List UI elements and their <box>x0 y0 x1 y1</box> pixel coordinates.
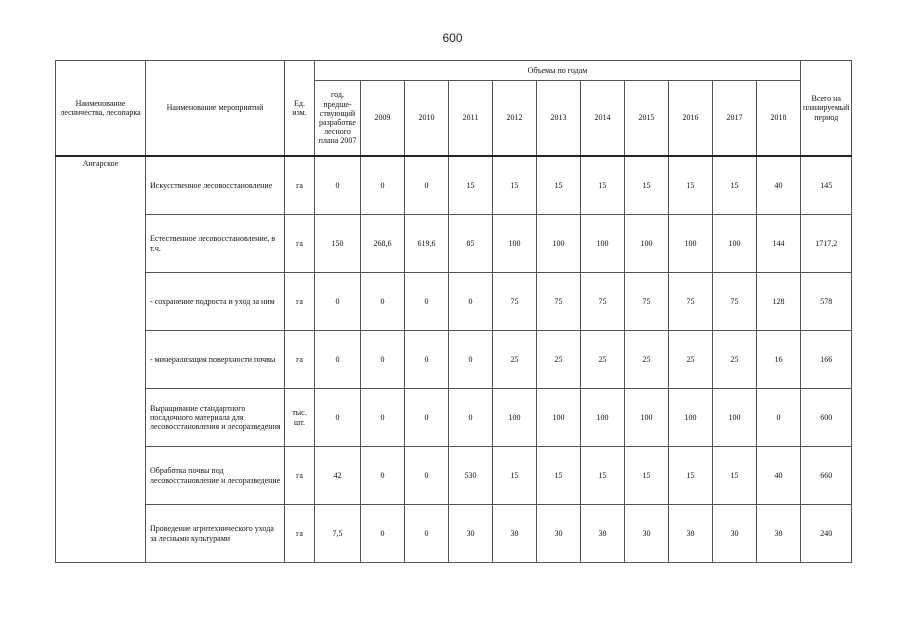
value-cell: 100 <box>581 215 625 273</box>
unit-cell: га <box>285 505 315 563</box>
value-cell: 100 <box>581 389 625 447</box>
value-cell: 100 <box>625 215 669 273</box>
value-cell: 0 <box>361 156 405 215</box>
value-cell: 15 <box>449 156 493 215</box>
value-cell: 619,6 <box>405 215 449 273</box>
value-cell: 530 <box>449 447 493 505</box>
value-cell: 15 <box>493 156 537 215</box>
value-cell: 128 <box>757 273 801 331</box>
value-cell: 0 <box>405 505 449 563</box>
value-cell: 75 <box>537 273 581 331</box>
value-cell: 0 <box>405 156 449 215</box>
activity-name: - сохранение подроста и уход за ним <box>146 273 285 331</box>
header-forestry: Наименование лесничества, лесопарка <box>56 61 146 157</box>
table-row <box>56 156 852 215</box>
activity-name: Обработка почвы под лесовосстановление и лесоразведение <box>146 447 285 505</box>
value-cell: 0 <box>405 447 449 505</box>
page-number: 600 <box>442 31 463 45</box>
value-cell: 100 <box>537 215 581 273</box>
forestry-name: Ангарское <box>56 156 146 563</box>
total-cell: 240 <box>801 505 852 563</box>
unit-cell: га <box>285 331 315 389</box>
value-cell: 0 <box>405 273 449 331</box>
value-cell: 75 <box>625 273 669 331</box>
unit-cell: га <box>285 273 315 331</box>
header-year: 2017 <box>713 81 757 157</box>
unit-cell: тыс. шт. <box>285 389 315 447</box>
value-cell: 30 <box>757 505 801 563</box>
value-cell: 30 <box>713 505 757 563</box>
activity-name: - минерализация поверхности почвы <box>146 331 285 389</box>
total-cell: 660 <box>801 447 852 505</box>
value-cell: 15 <box>581 447 625 505</box>
table-row <box>56 447 852 505</box>
header-year: 2014 <box>581 81 625 157</box>
value-cell: 15 <box>581 156 625 215</box>
value-cell: 15 <box>713 156 757 215</box>
total-cell: 145 <box>801 156 852 215</box>
value-cell: 15 <box>625 156 669 215</box>
header-year: 2015 <box>625 81 669 157</box>
total-cell: 578 <box>801 273 852 331</box>
value-cell: 25 <box>625 331 669 389</box>
value-cell: 25 <box>581 331 625 389</box>
total-cell: 166 <box>801 331 852 389</box>
value-cell: 100 <box>669 215 713 273</box>
value-cell: 30 <box>581 505 625 563</box>
header-unit: Ед. изм. <box>285 61 315 157</box>
value-cell: 0 <box>757 389 801 447</box>
value-cell: 0 <box>361 389 405 447</box>
value-cell: 30 <box>537 505 581 563</box>
value-cell: 15 <box>669 156 713 215</box>
value-cell: 25 <box>713 331 757 389</box>
value-cell: 15 <box>669 447 713 505</box>
value-cell: 0 <box>405 331 449 389</box>
value-cell: 75 <box>669 273 713 331</box>
value-cell: 75 <box>581 273 625 331</box>
value-cell: 15 <box>625 447 669 505</box>
table-row <box>56 505 852 563</box>
value-cell: 0 <box>361 505 405 563</box>
value-cell: 30 <box>669 505 713 563</box>
value-cell: 15 <box>537 447 581 505</box>
activity-name: Проведение агротехнического ухода за лесными культурами <box>146 505 285 563</box>
value-cell: 0 <box>315 331 361 389</box>
value-cell: 30 <box>493 505 537 563</box>
value-cell: 100 <box>713 389 757 447</box>
table-row <box>56 389 852 447</box>
value-cell: 0 <box>449 273 493 331</box>
header-year: 2010 <box>405 81 449 157</box>
forest-plan-table <box>55 60 852 563</box>
header-year: 2009 <box>361 81 405 157</box>
value-cell: 268,6 <box>361 215 405 273</box>
header-volumes-by-year: Объемы по годам <box>315 61 801 81</box>
value-cell: 0 <box>315 389 361 447</box>
value-cell: 40 <box>757 447 801 505</box>
value-cell: 0 <box>361 447 405 505</box>
value-cell: 40 <box>757 156 801 215</box>
value-cell: 0 <box>361 273 405 331</box>
value-cell: 0 <box>405 389 449 447</box>
table-row <box>56 215 852 273</box>
value-cell: 15 <box>493 447 537 505</box>
value-cell: 0 <box>361 331 405 389</box>
value-cell: 42 <box>315 447 361 505</box>
value-cell: 30 <box>449 505 493 563</box>
table-row <box>56 331 852 389</box>
total-cell: 600 <box>801 389 852 447</box>
header-year: 2018 <box>757 81 801 157</box>
value-cell: 25 <box>493 331 537 389</box>
unit-cell: га <box>285 447 315 505</box>
header-year: 2013 <box>537 81 581 157</box>
value-cell: 100 <box>625 389 669 447</box>
value-cell: 25 <box>537 331 581 389</box>
value-cell: 15 <box>713 447 757 505</box>
table-body <box>56 156 852 563</box>
value-cell: 7,5 <box>315 505 361 563</box>
unit-cell: га <box>285 215 315 273</box>
value-cell: 100 <box>713 215 757 273</box>
header-year: 2011 <box>449 81 493 157</box>
header-year: 2012 <box>493 81 537 157</box>
value-cell: 0 <box>449 389 493 447</box>
header-prev-year: год, предше-ствующий разработке лесного плана 2007 <box>315 81 361 157</box>
value-cell: 100 <box>669 389 713 447</box>
value-cell: 15 <box>537 156 581 215</box>
activity-name: Выращивание стандартного посадочного материала для лесовосстановления и лесоразведения <box>146 389 285 447</box>
value-cell: 30 <box>625 505 669 563</box>
value-cell: 100 <box>537 389 581 447</box>
activity-name: Естественное лесовосстановление, в т.ч. <box>146 215 285 273</box>
value-cell: 150 <box>315 215 361 273</box>
table-row <box>56 273 852 331</box>
total-cell: 1717,2 <box>801 215 852 273</box>
value-cell: 0 <box>449 331 493 389</box>
value-cell: 0 <box>315 273 361 331</box>
value-cell: 85 <box>449 215 493 273</box>
value-cell: 75 <box>713 273 757 331</box>
header-activity: Наименование мероприятий <box>146 61 285 157</box>
value-cell: 144 <box>757 215 801 273</box>
unit-cell: га <box>285 156 315 215</box>
value-cell: 100 <box>493 389 537 447</box>
header-row-top <box>56 61 852 81</box>
value-cell: 16 <box>757 331 801 389</box>
value-cell: 75 <box>493 273 537 331</box>
value-cell: 0 <box>315 156 361 215</box>
header-year: 2016 <box>669 81 713 157</box>
activity-name: Искусственное лесовосстановление <box>146 156 285 215</box>
value-cell: 25 <box>669 331 713 389</box>
value-cell: 100 <box>493 215 537 273</box>
header-total: Всего на планируемый период <box>801 61 852 157</box>
